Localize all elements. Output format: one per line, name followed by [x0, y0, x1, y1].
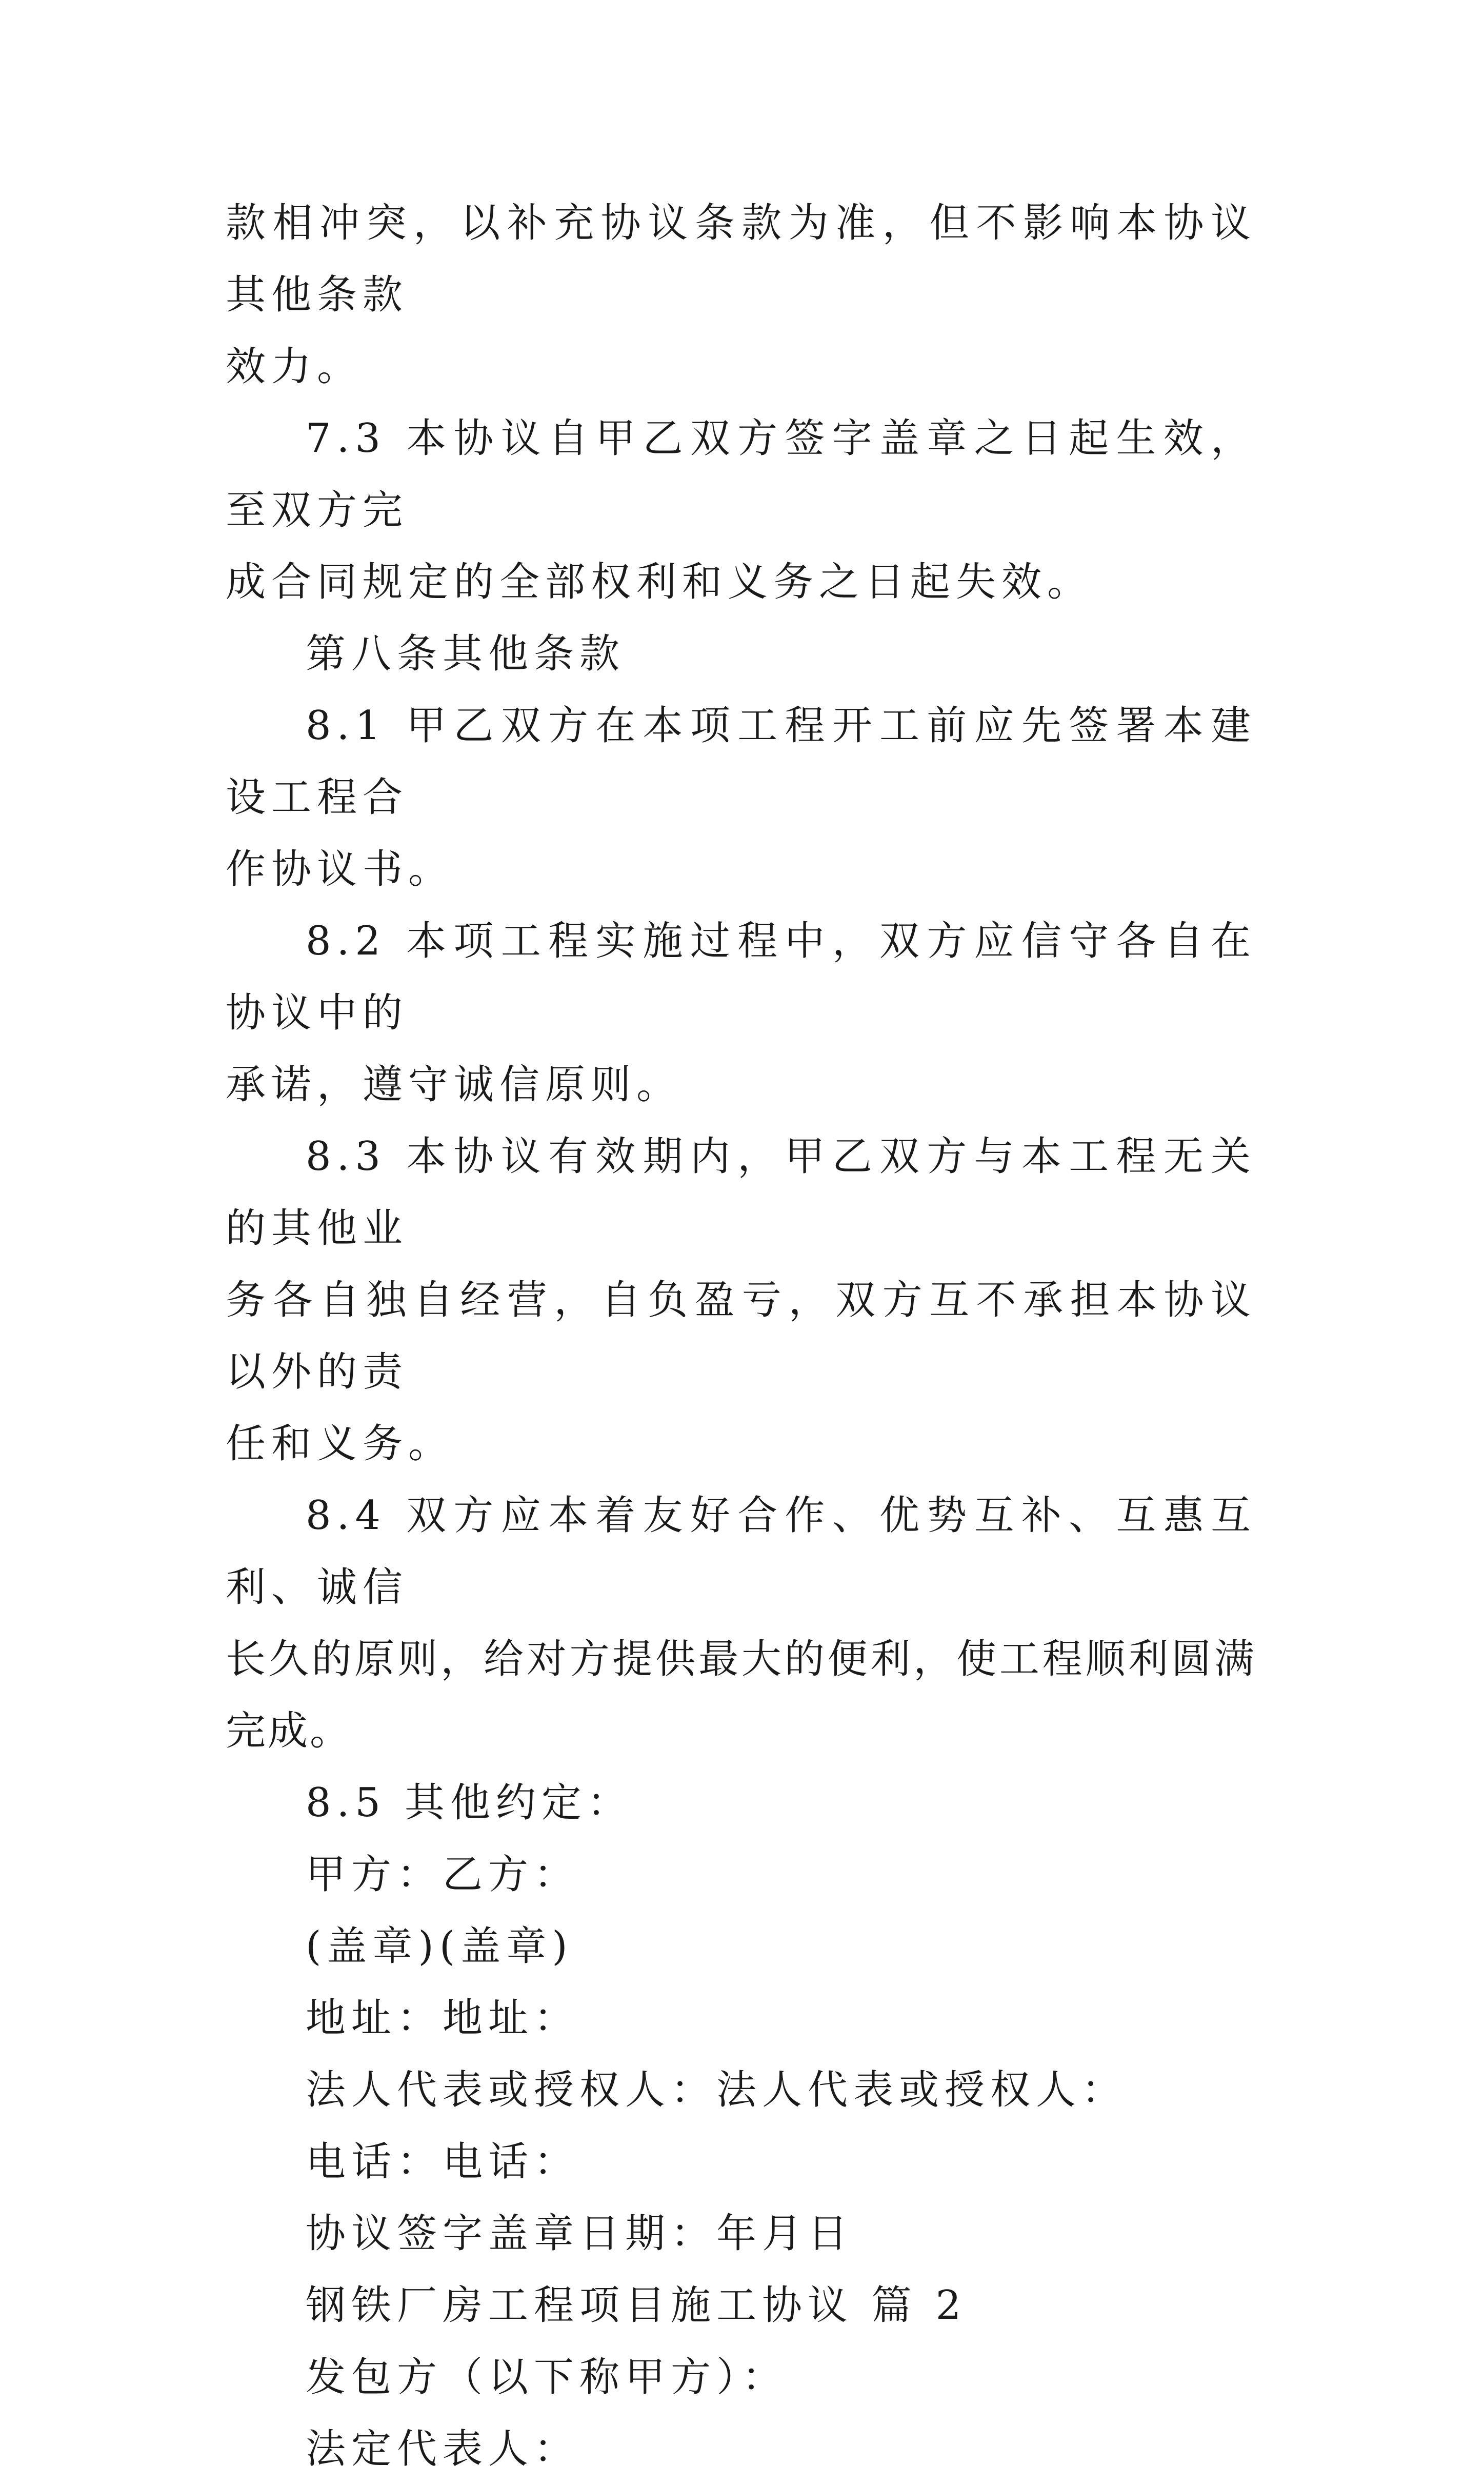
text-line: 承诺，遵守诚信原则。 [226, 1062, 683, 1108]
text-line: (盖章)(盖章) [306, 1923, 573, 1970]
text-line: 8.4 双方应本着友好合作、优势互补、互惠互利、诚信 [226, 1493, 1256, 1611]
legal-representative-line [226, 2413, 1256, 2485]
paragraph-8-4 [226, 1480, 1256, 1767]
text-line: 第八条其他条款 [306, 631, 626, 677]
text-line: 协议签字盖章日期：年月日 [306, 2211, 854, 2257]
text-line: 8.1 甲乙双方在本项工程开工前应先签署本建设工程合 [226, 703, 1256, 821]
paragraph-8-5 [226, 1767, 1256, 1839]
text-line: 7.3 本协议自甲乙双方签字盖章之日起生效，至双方完 [226, 415, 1256, 533]
text-line: 作协议书。 [226, 846, 454, 892]
text-line: 甲方：乙方： [306, 1852, 580, 1898]
party-seals-line [226, 1911, 1256, 1982]
text-line: 8.3 本协议有效期内，甲乙双方与本工程无关的其他业 [226, 1134, 1256, 1251]
party-address-line [226, 1982, 1256, 2054]
paragraph-7-2-continuation [226, 187, 1256, 403]
party-names-line [226, 1839, 1256, 1911]
text-line: 法定代表人： [306, 2426, 580, 2472]
paragraph-8-3 [226, 1121, 1256, 1480]
text-line: 发包方（以下称甲方）： [306, 2354, 788, 2400]
signing-date-line [226, 2198, 1256, 2270]
text-line: 长久的原则，给对方提供最大的便利，使工程顺利圆满完成。 [226, 1636, 1256, 1754]
party-phone-line [226, 2126, 1256, 2198]
party-representative-line [226, 2054, 1256, 2126]
text-line: 成合同规定的全部权利和义务之日起失效。 [226, 559, 1093, 605]
text-line: 务各自独自经营，自负盈亏，双方互不承担本协议以外的责 [226, 1277, 1256, 1395]
paragraph-7-3 [226, 403, 1256, 618]
article-8-heading [226, 618, 1256, 690]
text-line: 钢铁厂房工程项目施工协议 篇 2 [306, 2282, 967, 2329]
paragraph-8-1 [226, 690, 1256, 905]
text-line: 电话：电话： [306, 2139, 580, 2185]
employer-line [226, 2341, 1256, 2413]
document-body [226, 187, 1256, 2485]
text-line: 效力。 [226, 344, 363, 390]
text-line: 款相冲突，以补充协议条款为准，但不影响本协议其他条款 [226, 200, 1256, 318]
section-title [226, 2270, 1256, 2341]
text-line: 任和义务。 [226, 1421, 454, 1467]
text-line: 8.2 本项工程实施过程中，双方应信守各自在协议中的 [226, 918, 1256, 1036]
text-line: 8.5 其他约定： [306, 1780, 633, 1826]
text-line: 地址：地址： [306, 1995, 580, 2041]
paragraph-8-2 [226, 905, 1256, 1121]
text-line: 法人代表或授权人：法人代表或授权人： [306, 2067, 1128, 2113]
